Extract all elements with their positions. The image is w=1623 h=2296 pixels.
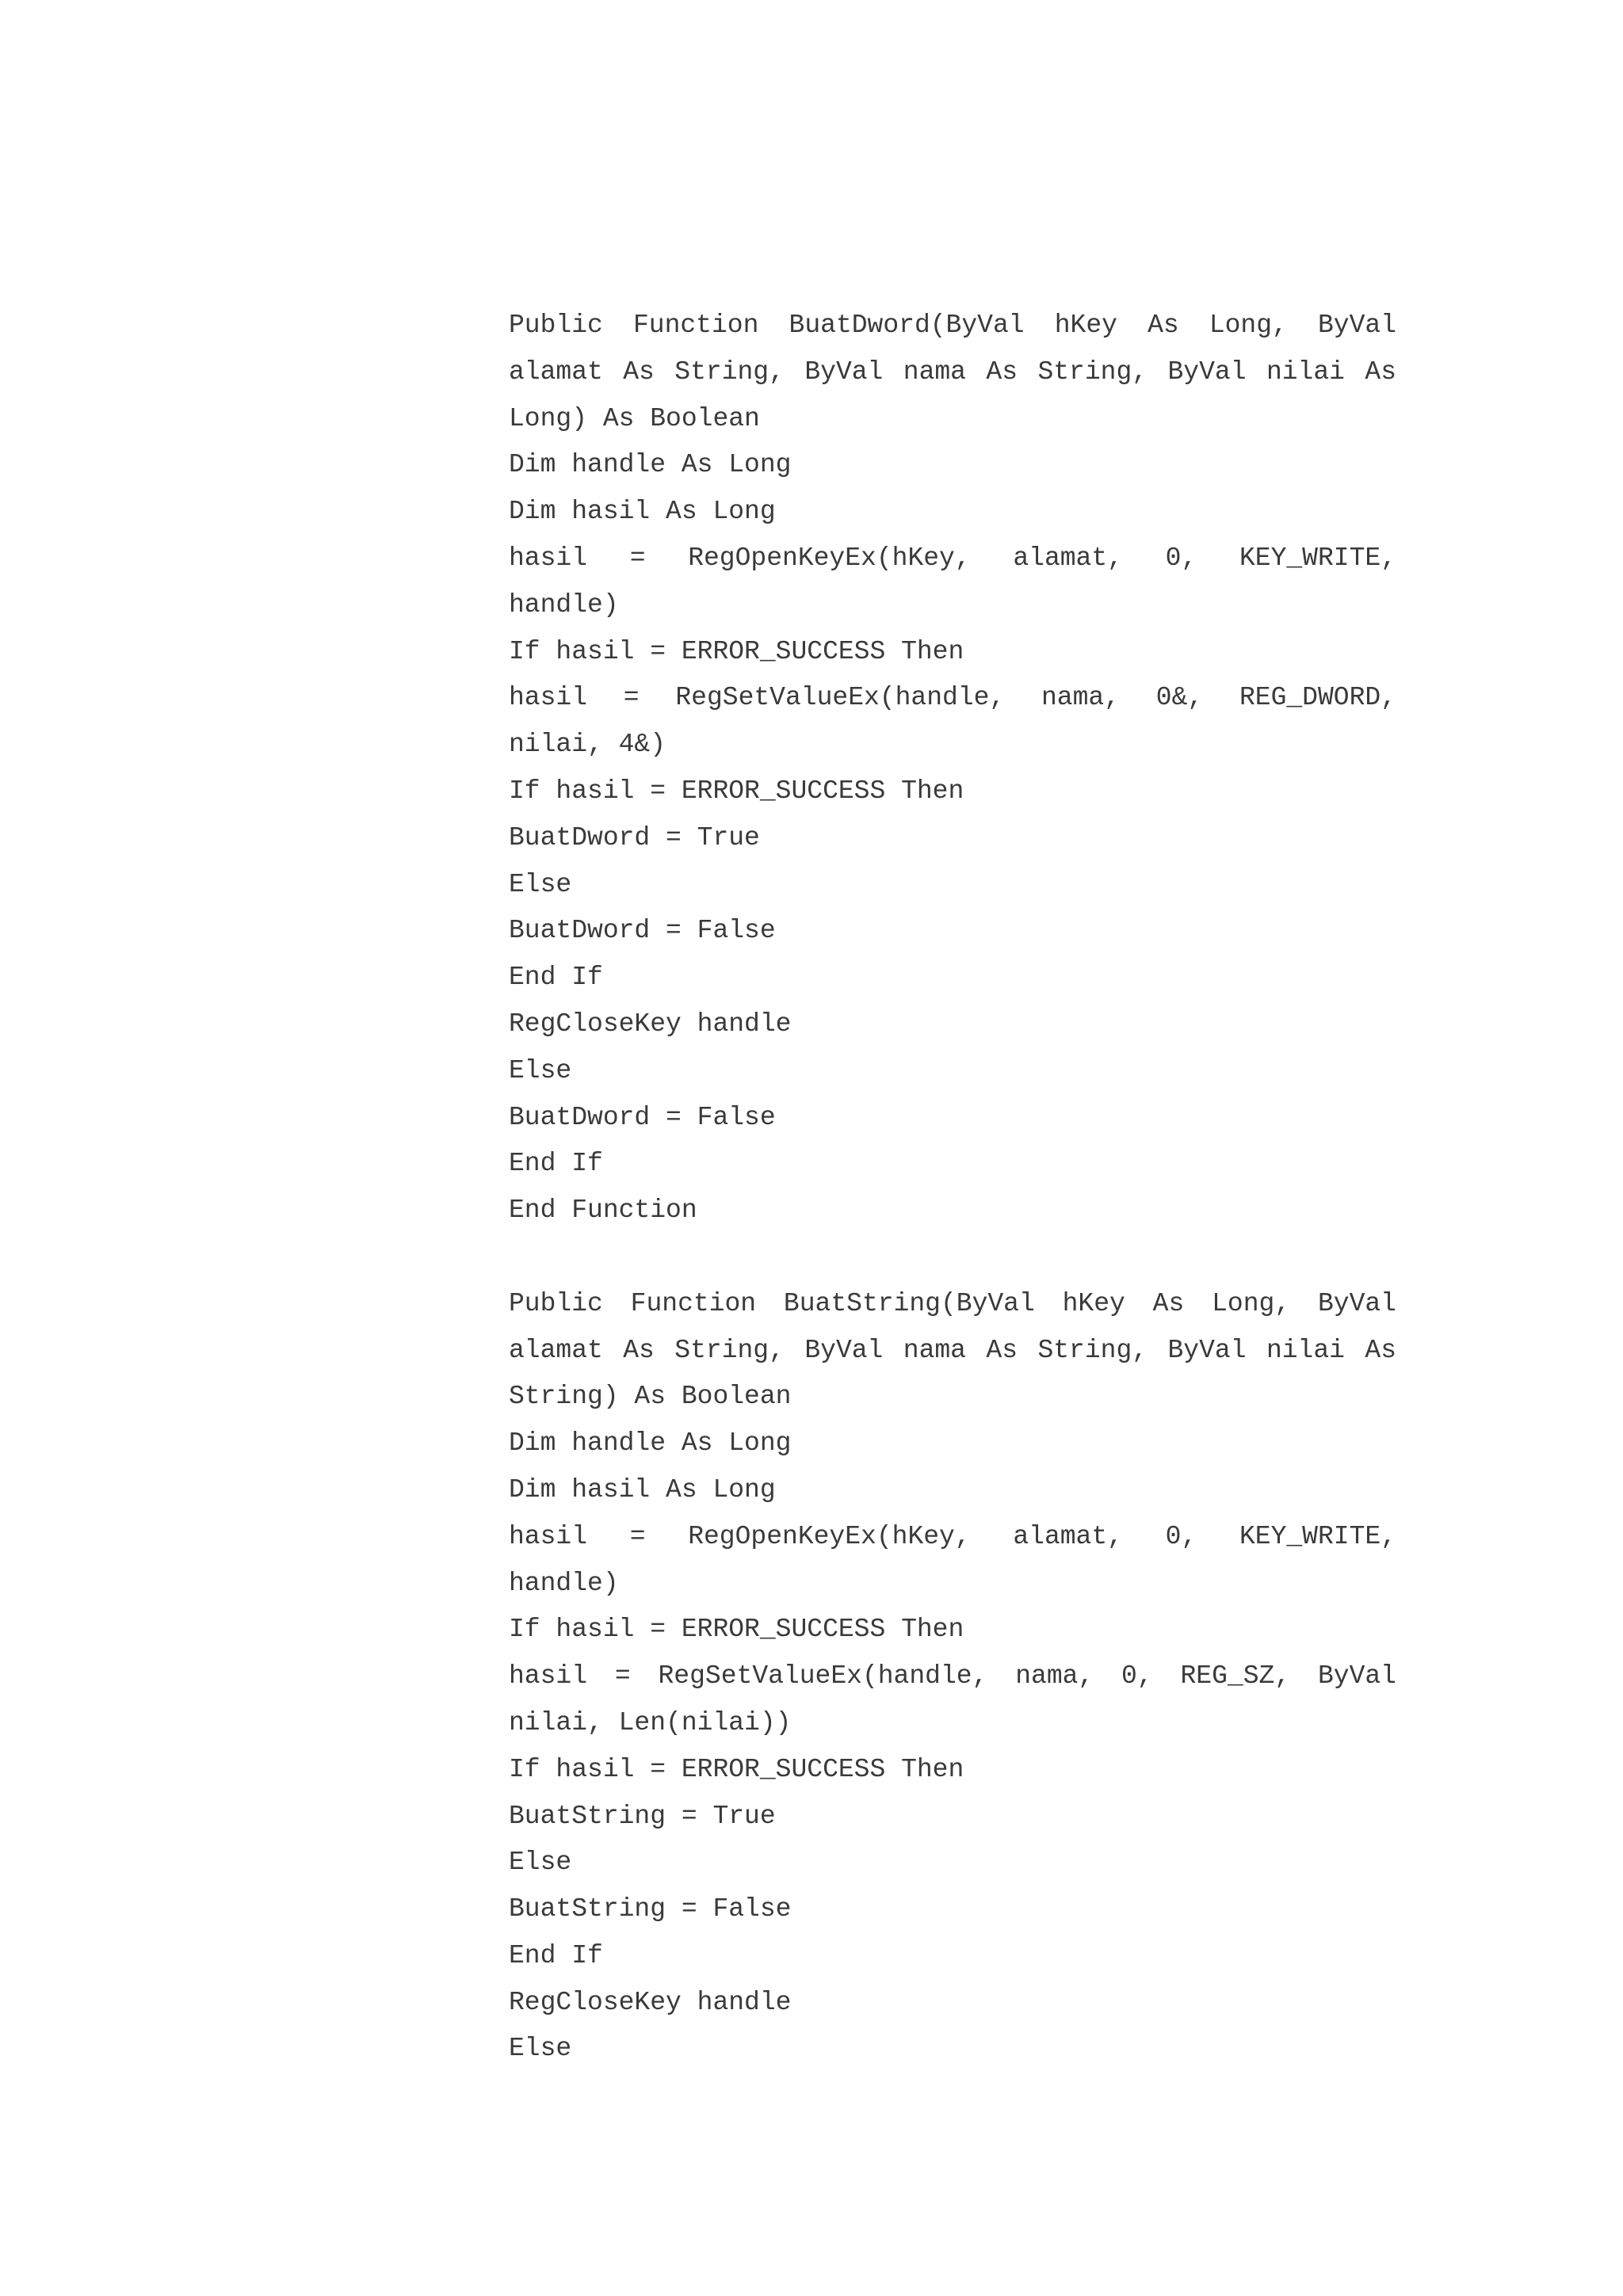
code-line: If hasil = ERROR_SUCCESS Then bbox=[509, 636, 964, 666]
code-line: RegCloseKey handle bbox=[509, 1009, 792, 1039]
code-line: End If bbox=[509, 1940, 603, 1970]
code-block-buatdword bbox=[509, 303, 1396, 1234]
code-line: String) As Boolean bbox=[509, 1382, 792, 1412]
code-line: BuatDword = False bbox=[509, 1102, 776, 1132]
code-block-buatstring bbox=[509, 1281, 1396, 2073]
code-line: Dim handle As Long bbox=[509, 450, 792, 480]
code-line: Else bbox=[509, 2034, 572, 2064]
code-line: If hasil = ERROR_SUCCESS Then bbox=[509, 776, 964, 806]
code-line: Else bbox=[509, 869, 572, 899]
code-line: BuatString = False bbox=[509, 1894, 792, 1924]
code-line: handle) bbox=[509, 1568, 619, 1598]
code-line: BuatDword = False bbox=[509, 916, 776, 946]
code-line: If hasil = ERROR_SUCCESS Then bbox=[509, 1615, 964, 1645]
code-line: BuatString = True bbox=[509, 1801, 776, 1831]
code-line: Dim hasil As Long bbox=[509, 497, 776, 527]
code-line: End If bbox=[509, 1149, 603, 1179]
code-line: Dim hasil As Long bbox=[509, 1474, 776, 1505]
code-line: End If bbox=[509, 963, 603, 993]
code-page bbox=[509, 303, 1396, 2073]
code-line: alamat As String, ByVal nama As String, ByVal nilai As bbox=[509, 1335, 1396, 1365]
code-line: handle) bbox=[509, 589, 619, 620]
code-line: End Function bbox=[509, 1196, 697, 1226]
code-line: hasil = RegOpenKeyEx(hKey, alamat, 0, KEY_WRITE, bbox=[509, 543, 1396, 573]
code-line: hasil = RegSetValueEx(handle, nama, 0&, REG_DWORD, bbox=[509, 683, 1396, 713]
code-line: alamat As String, ByVal nama As String, ByVal nilai As bbox=[509, 357, 1396, 387]
code-line: Else bbox=[509, 1848, 572, 1878]
code-line: Long) As Boolean bbox=[509, 403, 760, 433]
code-line: Public Function BuatString(ByVal hKey As Long, ByVal bbox=[509, 1288, 1396, 1318]
code-line: hasil = RegSetValueEx(handle, nama, 0, REG_SZ, ByVal bbox=[509, 1661, 1396, 1691]
code-line: Else bbox=[509, 1055, 572, 1085]
code-line: RegCloseKey handle bbox=[509, 1987, 792, 2017]
code-line: hasil = RegOpenKeyEx(hKey, alamat, 0, KEY_WRITE, bbox=[509, 1521, 1396, 1551]
code-line: If hasil = ERROR_SUCCESS Then bbox=[509, 1754, 964, 1784]
code-line: Public Function BuatDword(ByVal hKey As Long, ByVal bbox=[509, 311, 1396, 340]
code-line: nilai, 4&) bbox=[509, 730, 666, 760]
code-line: BuatDword = True bbox=[509, 822, 760, 852]
code-line: Dim handle As Long bbox=[509, 1428, 792, 1459]
code-line: nilai, Len(nilai)) bbox=[509, 1707, 792, 1737]
blank-line-separator bbox=[509, 1234, 1396, 1281]
